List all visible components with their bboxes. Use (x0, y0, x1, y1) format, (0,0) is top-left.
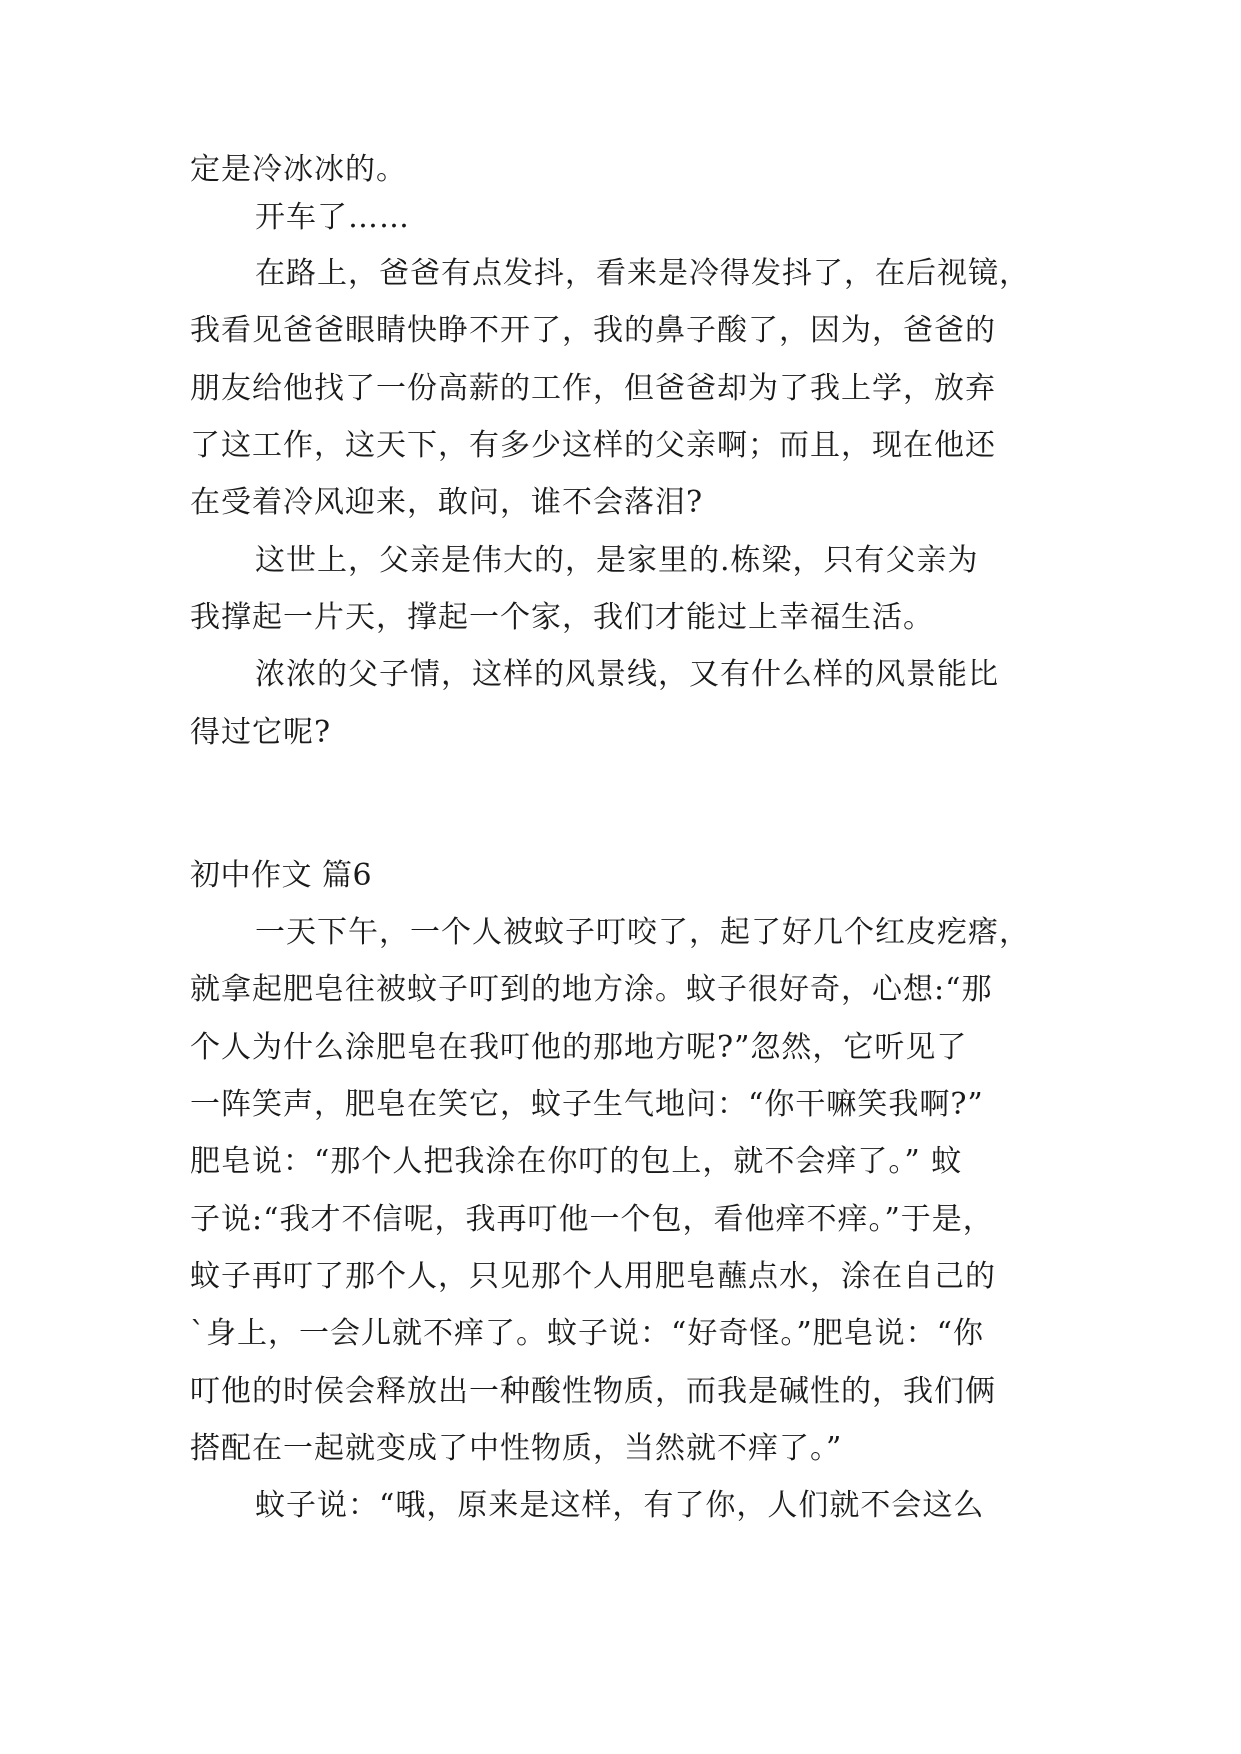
text-line: 一天下午，一个人被蚊子叮咬了，起了好几个红皮疙瘩， (255, 915, 1030, 950)
text-line: 得过它呢? (190, 715, 332, 750)
text-line: 浓浓的父子情，这样的风景线，又有什么样的风景能比 (255, 657, 999, 692)
text-line: 子说:“我才不信呢，我再叮他一个包，看他痒不痒。”于是， (190, 1202, 994, 1237)
text-line: 搭配在一起就变成了中性物质，当然就不痒了。” (190, 1431, 843, 1466)
text-line: 开车了…… (255, 200, 410, 235)
text-line: 定是冷冰冰的。 (190, 152, 407, 187)
text-line: 我看见爸爸眼睛快睁不开了，我的鼻子酸了，因为，爸爸的 (190, 313, 996, 348)
text-line: 朋友给他找了一份高薪的工作，但爸爸却为了我上学，放弃 (190, 371, 996, 406)
text-line: `身上，一会儿就不痒了。蚊子说：“好奇怪。”肥皂说：“你 (190, 1316, 985, 1351)
text-line: 个人为什么涂肥皂在我叮他的那地方呢?”忽然，它听见了 (190, 1030, 968, 1065)
text-line: 在受着冷风迎来，敢问，谁不会落泪? (190, 485, 704, 520)
section-heading: 初中作文 篇6 (190, 858, 373, 893)
text-line: 就拿起肥皂往被蚊子叮到的地方涂。蚊子很好奇，心想:“那 (190, 972, 993, 1007)
text-line: 在路上，爸爸有点发抖，看来是冷得发抖了，在后视镜， (255, 256, 1030, 291)
text-line: 一阵笑声，肥皂在笑它，蚊子生气地问：“你干嘛笑我啊?” (190, 1087, 984, 1122)
text-line: 叮他的时侯会释放出一种酸性物质，而我是碱性的，我们俩 (190, 1374, 996, 1409)
text-line: 这世上，父亲是伟大的，是家里的.栋梁，只有父亲为 (255, 543, 979, 578)
text-line: 蚊子说：“哦，原来是这样，有了你，人们就不会这么 (255, 1488, 985, 1523)
text-line: 我撑起一片天，撑起一个家，我们才能过上幸福生活。 (190, 600, 934, 635)
text-line: 了这工作，这天下，有多少这样的父亲啊；而且，现在他还 (190, 428, 996, 463)
text-line: 蚊子再叮了那个人，只见那个人用肥皂蘸点水，涂在自己的 (190, 1259, 996, 1294)
text-line: 肥皂说：“那个人把我涂在你叮的包上，就不会痒了。” 蚊 (190, 1144, 963, 1179)
